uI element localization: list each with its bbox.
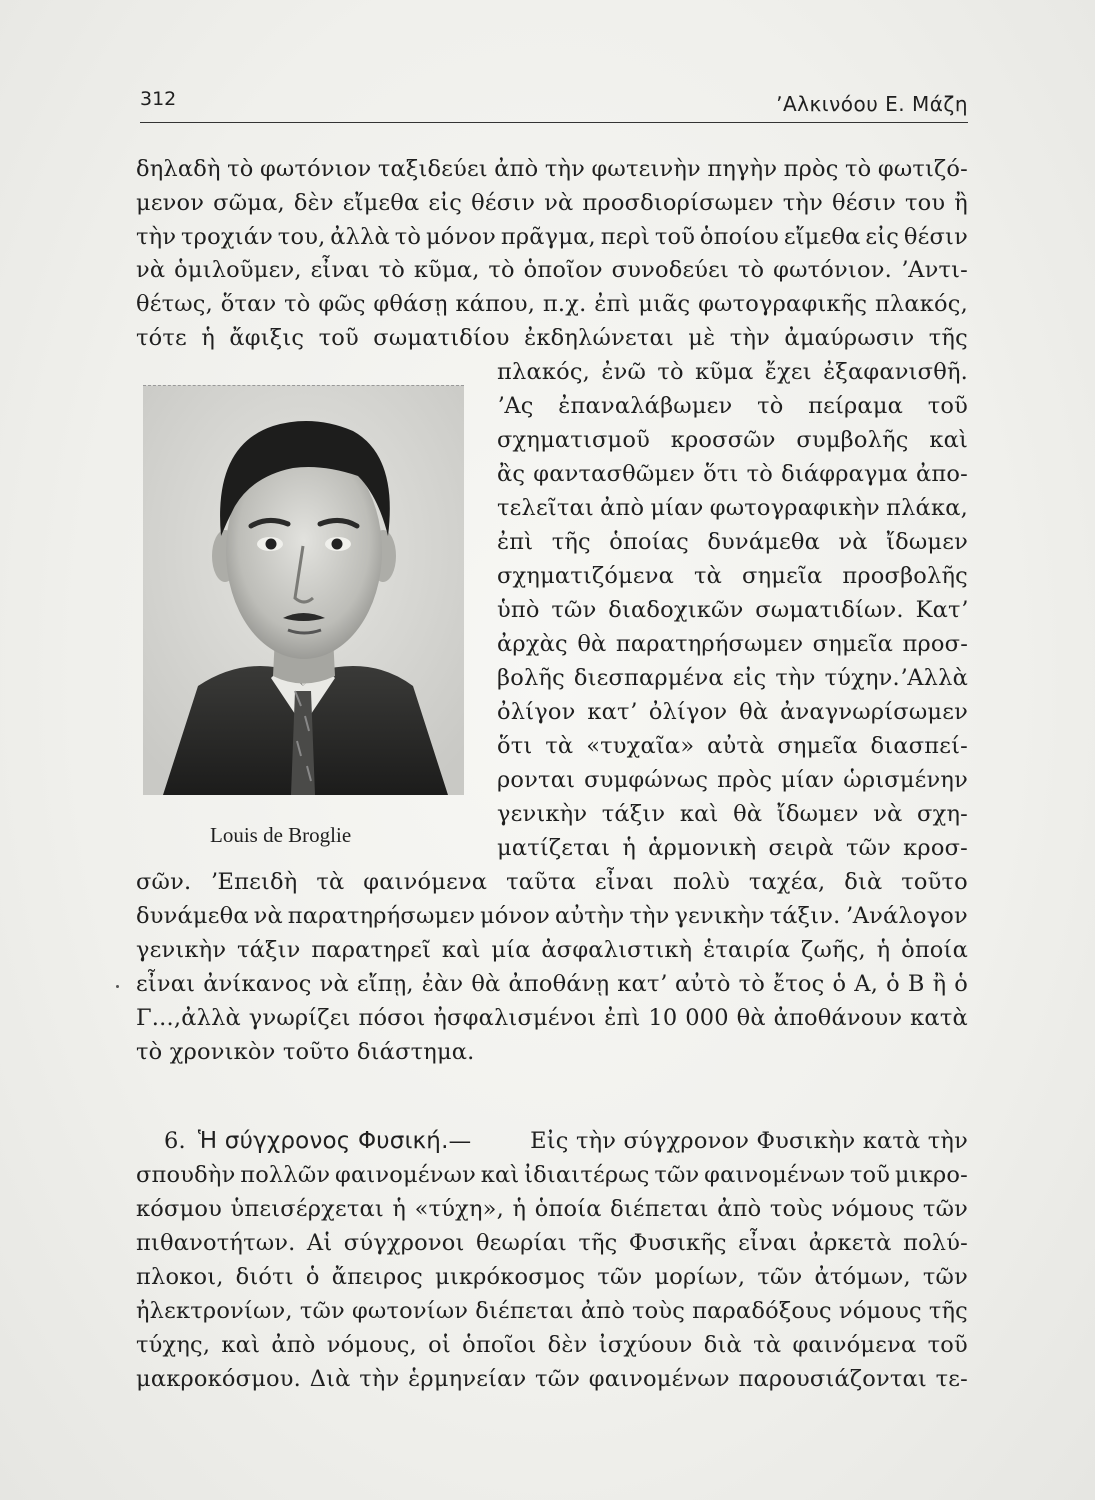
text-line: σχηματισμοῦ κροσσῶν συμβολῆς καὶ: [497, 427, 968, 453]
text-line: ʼΑς ἐπαναλάβωμεν τὸ πείραμα τοῦ: [497, 393, 968, 419]
text-line: γενικὴν τάξιν καὶ θὰ ἴδωμεν νὰ σχη-: [497, 801, 968, 827]
text-line: πλακός, ἐνῶ τὸ κῦμα ἔχει ἐξαφανισθῆ.: [497, 359, 968, 385]
section-text-line: σπουδὴν πολλῶν φαινομένων καὶ ἰδιαιτέρως τῶν φαινομένων τοῦ μικρο-: [136, 1162, 968, 1188]
text-line: γενικὴν τάξιν παρατηρεῖ καὶ μία ἀσφαλιστικὴ ἑταιρία ζωῆς, ἡ ὁποία: [136, 937, 968, 963]
text-line: δυνάμεθα νὰ παρατηρήσωμεν μόνον αὐτὴν τὴν γενικὴν τάξιν. ʼΑνάλογον: [136, 903, 968, 929]
text-line: νὰ ὁμιλοῦμεν, εἶναι τὸ κῦμα, τὸ ὁποῖον συνοδεύει τὸ φωτόνιον. ʼΑντι-: [136, 257, 968, 283]
ink-speck: [116, 985, 119, 988]
text-line: τὴν τροχιάν του, ἀλλὰ τὸ μόνον πρᾶγμα, περὶ τοῦ ὁποίου εἴμεθα εἰς θέσιν: [136, 224, 968, 250]
text-line: βολῆς διεσπαρμένα εἰς τὴν τύχην.ʼΑλλὰ: [497, 665, 968, 691]
section-text-line: πιθανοτήτων. Αἱ σύγχρονοι θεωρίαι τῆς Φυσικῆς εἶναι ἀρκετὰ πολύ-: [136, 1230, 968, 1256]
section-text-line: ἠλεκτρονίων, τῶν φωτονίων διέπεται ἀπὸ τοὺς παραδόξους νόμους τῆς: [136, 1298, 968, 1324]
text-line: τότε ἡ ἄφιξις τοῦ σωματιδίου ἐκδηλώνεται μὲ τὴν ἀμαύρωσιν τῆς: [136, 325, 968, 351]
section-title: Ἡ σύγχρονος Φυσική.: [197, 1128, 449, 1154]
section-text-line: τύχης, καὶ ἀπὸ νόμους, οἱ ὁποῖοι δὲν ἰσχύουν διὰ τὰ φαινόμενα τοῦ: [136, 1332, 968, 1358]
text-line: ὅτι τὰ «τυχαῖα» αὐτὰ σημεῖα διασπεί-: [497, 733, 968, 759]
section-heading-line: [136, 1124, 968, 1158]
page-header: [140, 88, 968, 123]
text-line: ἀρχὰς θὰ παρατηρήσωμεν σημεῖα προσ-: [497, 631, 968, 657]
section-text-line: μακροκόσμου. Διὰ τὴν ἑρμηνείαν τῶν φαινομένων παρουσιάζονται τε-: [136, 1366, 968, 1392]
text-line: σχηματιζόμενα τὰ σημεῖα προσβολῆς: [497, 563, 968, 589]
text-line: τὸ χρονικὸν τοῦτο διάστημα.: [136, 1039, 475, 1065]
text-line: ρονται συμφώνως πρὸς μίαν ὡρισμένην: [497, 767, 968, 793]
text-line: ὀλίγον κατʼ ὀλίγον θὰ ἀναγνωρίσωμεν: [497, 699, 968, 725]
text-line: ὑπὸ τῶν διαδοχικῶν σωματιδίων. Κατʼ: [497, 597, 968, 623]
portrait-photo: [143, 385, 464, 795]
section-text-line: κόσμου ὑπεισέρχεται ἡ «τύχη», ἡ ὁποία διέπεται ἀπὸ τοὺς νόμους τῶν: [136, 1196, 968, 1222]
section-number: 6.: [164, 1128, 186, 1154]
section-text-line: πλοκοι, διότι ὁ ἄπειρος μικρόκοσμος τῶν μορίων, τῶν ἀτόμων, τῶν: [136, 1264, 968, 1290]
page-number: 312: [140, 88, 177, 110]
text-line: Γ...,ἀλλὰ γνωρίζει πόσοι ἠσφαλισμένοι ἐπὶ 10 000 θὰ ἀποθάνουν κατὰ: [136, 1005, 968, 1031]
section-dash: —: [448, 1128, 472, 1154]
text-line: ἐπὶ τῆς ὁποίας δυνάμεθα νὰ ἴδωμεν: [497, 529, 968, 555]
text-line: δηλαδὴ τὸ φωτόνιον ταξιδεύει ἀπὸ τὴν φωτεινὴν πηγὴν πρὸς τὸ φωτιζό-: [136, 156, 968, 182]
section-first-line: Εἰς τὴν σύγχρονον Φυσικὴν κατὰ τὴν: [530, 1128, 968, 1154]
text-line: θέτως, ὅταν τὸ φῶς φθάσῃ κάπου, π.χ. ἐπὶ μιᾶς φωτογραφικῆς πλακός,: [136, 291, 968, 317]
photo-caption: Louis de Broglie: [210, 823, 352, 847]
running-head: ʼΑλκινόου Ε. Μάζη: [776, 92, 968, 116]
text-line: τελεῖται ἀπὸ μίαν φωτογραφικὴν πλάκα,: [497, 495, 968, 521]
text-line: ματίζεται ἡ ἁρμονικὴ σειρὰ τῶν κροσ-: [497, 835, 968, 861]
text-line: σῶν. ʼΕπειδὴ τὰ φαινόμενα ταῦτα εἶναι πολὺ ταχέα, διὰ τοῦτο: [136, 869, 968, 895]
text-line: εἶναι ἀνίκανος νὰ εἴπῃ, ἐὰν θὰ ἀποθάνῃ κατʼ αὐτὸ τὸ ἔτος ὁ Α, ὁ Β ἢ ὁ: [136, 971, 968, 997]
text-line: μενον σῶμα, δὲν εἴμεθα εἰς θέσιν νὰ προσδιορίσωμεν τὴν θέσιν του ἢ: [136, 190, 968, 216]
text-line: ἂς φαντασθῶμεν ὅτι τὸ διάφραγμα ἀπο-: [497, 461, 968, 487]
portrait-image: [143, 386, 464, 795]
